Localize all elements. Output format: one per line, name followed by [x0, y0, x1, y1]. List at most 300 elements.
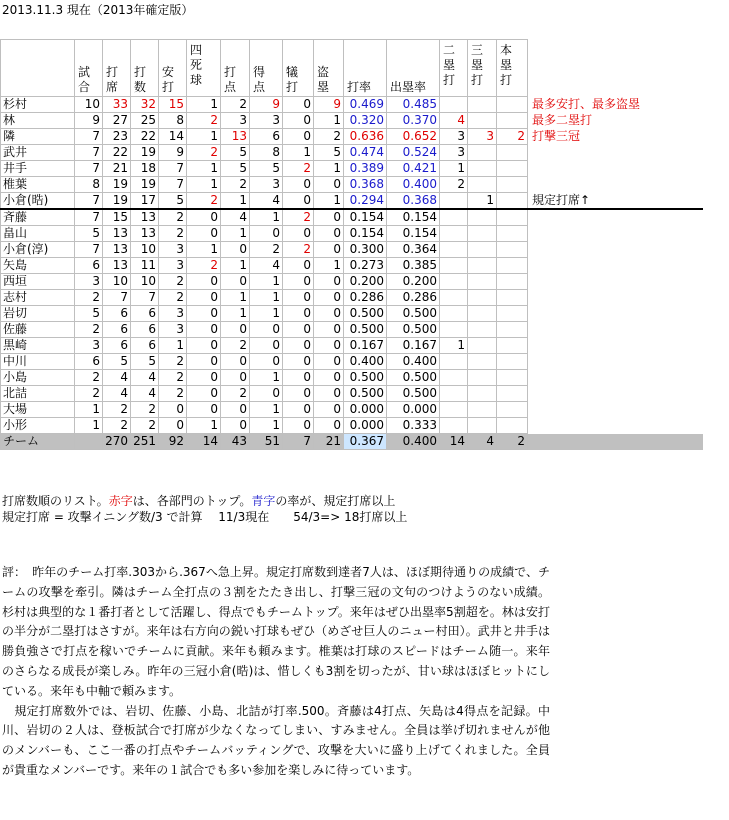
- stat-avg: 0.154: [344, 209, 387, 226]
- stat-d: [440, 97, 468, 113]
- stat-pa: 5: [103, 354, 131, 370]
- header-rbi: 打 点: [221, 40, 250, 97]
- player-row: [1, 113, 703, 129]
- stat-r: 4: [250, 258, 283, 274]
- stat-t: [468, 145, 497, 161]
- stat-t: [468, 306, 497, 322]
- stat-obp: 0.370: [387, 113, 440, 129]
- stat-g: 5: [75, 226, 103, 242]
- stat-h: 3: [159, 322, 187, 338]
- player-row: [1, 145, 703, 161]
- stat-ab: 13: [131, 209, 159, 226]
- stat-ab: 7: [131, 290, 159, 306]
- stat-sac: 0: [283, 129, 314, 145]
- table-notes: [2, 493, 407, 525]
- player-name: 中川: [1, 354, 75, 370]
- row-note: [528, 290, 703, 306]
- stat-ab: 25: [131, 113, 159, 129]
- stat-r: 0: [250, 354, 283, 370]
- stat-sac: 0: [283, 402, 314, 418]
- stat-h: 3: [159, 258, 187, 274]
- player-row: [1, 370, 703, 386]
- stat-avg: 0.474: [344, 145, 387, 161]
- stat-sac: 7: [283, 434, 314, 450]
- stat-r: 9: [250, 97, 283, 113]
- stat-hr: [497, 226, 528, 242]
- stat-ab: 19: [131, 145, 159, 161]
- stat-avg: 0.500: [344, 306, 387, 322]
- player-row: [1, 290, 703, 306]
- stat-pa: 19: [103, 193, 131, 210]
- stat-sac: 0: [283, 274, 314, 290]
- stat-d: [440, 386, 468, 402]
- stat-r: 1: [250, 274, 283, 290]
- stat-g: 2: [75, 386, 103, 402]
- player-name: 小倉(淳): [1, 242, 75, 258]
- stat-sac: 2: [283, 209, 314, 226]
- stat-bb: 0: [187, 226, 221, 242]
- stat-t: [468, 274, 497, 290]
- stat-avg: 0.000: [344, 402, 387, 418]
- stat-sb: 0: [314, 290, 344, 306]
- stat-sac: 0: [283, 306, 314, 322]
- notes-line-2: 規定打席 = 攻撃イニング数/3 で計算 11/3現在 54/3=> 18打席以上: [2, 510, 408, 524]
- stat-sb: 0: [314, 306, 344, 322]
- row-note: [528, 386, 703, 402]
- stat-rbi: 2: [221, 97, 250, 113]
- row-note: [528, 306, 703, 322]
- stat-pa: 23: [103, 129, 131, 145]
- row-note: [528, 354, 703, 370]
- stat-obp: 0.400: [387, 434, 440, 450]
- stat-pa: 15: [103, 209, 131, 226]
- stat-g: 6: [75, 258, 103, 274]
- player-name: 北詰: [1, 386, 75, 402]
- stat-pa: 13: [103, 242, 131, 258]
- stat-rbi: 5: [221, 145, 250, 161]
- row-note: [528, 145, 703, 161]
- stat-r: 1: [250, 370, 283, 386]
- stat-ab: 2: [131, 418, 159, 434]
- stat-sac: 0: [283, 354, 314, 370]
- player-name: 大場: [1, 402, 75, 418]
- player-row: [1, 306, 703, 322]
- stat-h: 14: [159, 129, 187, 145]
- season-comment: [2, 563, 550, 781]
- stat-sb: 1: [314, 258, 344, 274]
- stat-d: [440, 242, 468, 258]
- stat-h: 2: [159, 386, 187, 402]
- stat-h: 92: [159, 434, 187, 450]
- stat-ab: 18: [131, 161, 159, 177]
- stat-sac: 0: [283, 226, 314, 242]
- stat-avg: 0.389: [344, 161, 387, 177]
- stat-d: [440, 290, 468, 306]
- stat-g: 3: [75, 338, 103, 354]
- stat-pa: 6: [103, 322, 131, 338]
- player-row: [1, 402, 703, 418]
- stat-hr: [497, 306, 528, 322]
- stat-hr: [497, 386, 528, 402]
- row-note: [528, 161, 703, 177]
- stat-h: 1: [159, 338, 187, 354]
- player-row: [1, 386, 703, 402]
- stat-avg: 0.368: [344, 177, 387, 193]
- stat-avg: 0.636: [344, 129, 387, 145]
- stat-sac: 2: [283, 161, 314, 177]
- stat-pa: 7: [103, 290, 131, 306]
- player-row: [1, 242, 703, 258]
- stat-d: [440, 402, 468, 418]
- stat-h: 7: [159, 177, 187, 193]
- stat-d: [440, 418, 468, 434]
- stat-g: 2: [75, 322, 103, 338]
- stat-pa: 2: [103, 402, 131, 418]
- stat-g: 7: [75, 129, 103, 145]
- player-name: 佐藤: [1, 322, 75, 338]
- stat-hr: [497, 177, 528, 193]
- stat-bb: 2: [187, 113, 221, 129]
- stat-g: 5: [75, 306, 103, 322]
- stat-r: 5: [250, 161, 283, 177]
- row-note: [528, 209, 703, 226]
- stat-h: 0: [159, 418, 187, 434]
- stat-bb: 2: [187, 145, 221, 161]
- header-pa: 打 席: [103, 40, 131, 97]
- stat-bb: 0: [187, 274, 221, 290]
- stat-obp: 0.400: [387, 354, 440, 370]
- stat-d: 1: [440, 338, 468, 354]
- stat-ab: 2: [131, 402, 159, 418]
- header-d: 二 塁 打: [440, 40, 468, 97]
- stat-h: 7: [159, 161, 187, 177]
- stat-d: [440, 209, 468, 226]
- stat-h: 5: [159, 193, 187, 210]
- stat-bb: 0: [187, 370, 221, 386]
- stat-sb: 0: [314, 338, 344, 354]
- row-note: 最多安打、最多盗塁: [532, 97, 641, 111]
- stat-r: 3: [250, 177, 283, 193]
- stat-ab: 32: [131, 97, 159, 113]
- red-legend: 赤字: [108, 494, 133, 508]
- header-note-spacer: [528, 40, 703, 97]
- stat-obp: 0.167: [387, 338, 440, 354]
- stat-r: 0: [250, 226, 283, 242]
- stat-rbi: 2: [221, 386, 250, 402]
- stat-g: 2: [75, 370, 103, 386]
- stat-ab: 19: [131, 177, 159, 193]
- stat-r: 4: [250, 193, 283, 210]
- stat-g: 6: [75, 354, 103, 370]
- stat-obp: 0.400: [387, 177, 440, 193]
- stat-h: 9: [159, 145, 187, 161]
- stat-sb: 0: [314, 209, 344, 226]
- stat-avg: 0.500: [344, 386, 387, 402]
- stat-t: [468, 402, 497, 418]
- stat-r: 0: [250, 322, 283, 338]
- stat-obp: 0.286: [387, 290, 440, 306]
- stat-d: [440, 193, 468, 210]
- stat-g: 7: [75, 193, 103, 210]
- stat-d: 4: [440, 113, 468, 129]
- player-name: 黒崎: [1, 338, 75, 354]
- stat-hr: [497, 274, 528, 290]
- stat-g: 7: [75, 161, 103, 177]
- stat-t: [468, 209, 497, 226]
- stat-hr: [497, 145, 528, 161]
- player-row: [1, 274, 703, 290]
- stat-avg: 0.200: [344, 274, 387, 290]
- header-ab: 打 数: [131, 40, 159, 97]
- stat-bb: 1: [187, 418, 221, 434]
- stat-ab: 17: [131, 193, 159, 210]
- stat-bb: 0: [187, 290, 221, 306]
- stat-g: 10: [75, 97, 103, 113]
- stat-ab: 4: [131, 370, 159, 386]
- stat-h: 2: [159, 354, 187, 370]
- stat-sac: 0: [283, 97, 314, 113]
- stat-d: [440, 306, 468, 322]
- stat-sac: 0: [283, 338, 314, 354]
- stat-pa: 22: [103, 145, 131, 161]
- stat-rbi: 0: [221, 354, 250, 370]
- team-total-row: [1, 434, 703, 450]
- stat-bb: 2: [187, 258, 221, 274]
- stat-avg: 0.469: [344, 97, 387, 113]
- stat-hr: [497, 370, 528, 386]
- stat-r: 6: [250, 129, 283, 145]
- stat-t: [468, 386, 497, 402]
- stat-hr: [497, 193, 528, 210]
- stat-r: 1: [250, 209, 283, 226]
- stat-sac: 0: [283, 193, 314, 210]
- stat-sb: 21: [314, 434, 344, 450]
- stat-obp: 0.500: [387, 322, 440, 338]
- notes-line-1: 打席数順のリスト。赤字は、各部門のトップ。青字の率が、規定打席以上: [2, 494, 396, 508]
- stat-obp: 0.385: [387, 258, 440, 274]
- stat-obp: 0.500: [387, 370, 440, 386]
- stat-r: 0: [250, 338, 283, 354]
- stat-r: 1: [250, 418, 283, 434]
- player-row: [1, 258, 703, 274]
- stat-d: [440, 322, 468, 338]
- player-name: 井手: [1, 161, 75, 177]
- stat-obp: 0.368: [387, 193, 440, 210]
- stat-pa: 2: [103, 418, 131, 434]
- stat-obp: 0.200: [387, 274, 440, 290]
- player-name: 岩切: [1, 306, 75, 322]
- player-name: 畠山: [1, 226, 75, 242]
- stat-r: 1: [250, 402, 283, 418]
- stat-obp: 0.000: [387, 402, 440, 418]
- stat-hr: [497, 418, 528, 434]
- stat-h: 2: [159, 274, 187, 290]
- stat-t: [468, 370, 497, 386]
- stat-g: 1: [75, 418, 103, 434]
- header-name: [1, 40, 75, 97]
- stat-r: 8: [250, 145, 283, 161]
- player-name: 椎葉: [1, 177, 75, 193]
- stat-ab: 6: [131, 338, 159, 354]
- stat-sac: 2: [283, 242, 314, 258]
- page-title: 2013.11.3 現在（2013年確定版）: [2, 3, 194, 17]
- stat-rbi: 0: [221, 274, 250, 290]
- stat-rbi: 1: [221, 306, 250, 322]
- header-sac: 犠 打: [283, 40, 314, 97]
- stat-sac: 0: [283, 258, 314, 274]
- stat-h: 0: [159, 402, 187, 418]
- row-note: [528, 402, 703, 418]
- stat-pa: 13: [103, 226, 131, 242]
- stat-r: 51: [250, 434, 283, 450]
- stat-rbi: 4: [221, 209, 250, 226]
- player-row: [1, 193, 703, 210]
- row-note: 規定打席↑: [528, 193, 703, 210]
- stat-t: [468, 258, 497, 274]
- player-name: 武井: [1, 145, 75, 161]
- stat-pa: 13: [103, 258, 131, 274]
- stat-sb: 0: [314, 322, 344, 338]
- player-row: [1, 161, 703, 177]
- stat-avg: 0.400: [344, 354, 387, 370]
- stat-sac: 1: [283, 145, 314, 161]
- stat-avg: 0.500: [344, 322, 387, 338]
- player-name: 小形: [1, 418, 75, 434]
- stat-ab: 251: [131, 434, 159, 450]
- player-row: [1, 322, 703, 338]
- stat-hr: [497, 258, 528, 274]
- stat-t: [468, 338, 497, 354]
- stat-d: [440, 354, 468, 370]
- row-note: [528, 274, 703, 290]
- stat-bb: 0: [187, 402, 221, 418]
- stat-bb: 1: [187, 97, 221, 113]
- header-obp: 出塁率: [387, 40, 440, 97]
- stat-t: [468, 161, 497, 177]
- row-note: [528, 434, 703, 450]
- stat-sb: 1: [314, 161, 344, 177]
- stat-pa: 21: [103, 161, 131, 177]
- row-note: [528, 338, 703, 354]
- stat-hr: [497, 354, 528, 370]
- stat-sb: 0: [314, 370, 344, 386]
- stat-rbi: 5: [221, 161, 250, 177]
- blue-legend: 青字: [251, 494, 276, 508]
- stat-d: 2: [440, 177, 468, 193]
- stat-pa: 19: [103, 177, 131, 193]
- stat-d: 14: [440, 434, 468, 450]
- stat-bb: 1: [187, 129, 221, 145]
- stat-bb: 0: [187, 306, 221, 322]
- player-name: 小島: [1, 370, 75, 386]
- stat-sb: 0: [314, 386, 344, 402]
- stat-pa: 27: [103, 113, 131, 129]
- player-name: 林: [1, 113, 75, 129]
- stat-hr: [497, 113, 528, 129]
- stat-obp: 0.154: [387, 209, 440, 226]
- stat-pa: 6: [103, 338, 131, 354]
- stat-rbi: 0: [221, 402, 250, 418]
- player-name: 西垣: [1, 274, 75, 290]
- stat-hr: [497, 402, 528, 418]
- stat-hr: [497, 209, 528, 226]
- stat-sb: 1: [314, 113, 344, 129]
- player-name: 斉藤: [1, 209, 75, 226]
- player-name: 矢島: [1, 258, 75, 274]
- stat-obp: 0.333: [387, 418, 440, 434]
- stat-r: 0: [250, 386, 283, 402]
- stat-hr: 2: [497, 434, 528, 450]
- comment-paragraph-2: 規定打席数外では、岩切、佐藤、小島、北詰が打率.500。斉藤は4打点、矢島は4得点を記録。中川、岩切の２人は、登板試合で打席が少なくなってしまい、すみません。全員は挙げ切れませんが他のメンバーも、ここ一番の打点やチームバッティングで、攻撃を大いに盛り上げてくれました。全員が貴重なメンバーです。来年の１試合でも多い参加を楽しみに待っています。: [2, 703, 550, 777]
- stat-t: [468, 177, 497, 193]
- stat-ab: 11: [131, 258, 159, 274]
- stat-bb: 1: [187, 161, 221, 177]
- stat-d: 3: [440, 145, 468, 161]
- row-note: [528, 370, 703, 386]
- stat-sac: 0: [283, 290, 314, 306]
- stat-g: 8: [75, 177, 103, 193]
- stat-rbi: 1: [221, 258, 250, 274]
- stat-bb: 0: [187, 338, 221, 354]
- stat-obp: 0.524: [387, 145, 440, 161]
- stat-avg: 0.320: [344, 113, 387, 129]
- header-avg: 打率: [344, 40, 387, 97]
- stat-pa: 270: [103, 434, 131, 450]
- stat-obp: 0.500: [387, 386, 440, 402]
- stat-avg: 0.000: [344, 418, 387, 434]
- stat-rbi: 1: [221, 226, 250, 242]
- stat-obp: 0.364: [387, 242, 440, 258]
- stat-sb: 0: [314, 242, 344, 258]
- stat-g: 3: [75, 274, 103, 290]
- stat-g: [75, 434, 103, 450]
- row-note: 最多二塁打: [532, 113, 593, 127]
- stat-h: 3: [159, 306, 187, 322]
- row-note: [528, 322, 703, 338]
- stat-bb: 2: [187, 193, 221, 210]
- header-hits: 安 打: [159, 40, 187, 97]
- player-name: 隣: [1, 129, 75, 145]
- stat-avg: 0.500: [344, 370, 387, 386]
- stat-t: [468, 113, 497, 129]
- stat-rbi: 3: [221, 113, 250, 129]
- stat-sb: 0: [314, 274, 344, 290]
- stat-g: 7: [75, 242, 103, 258]
- stat-sb: 0: [314, 177, 344, 193]
- stat-t: [468, 418, 497, 434]
- row-note: [528, 177, 703, 193]
- stat-rbi: 43: [221, 434, 250, 450]
- stat-bb: 0: [187, 322, 221, 338]
- player-row: [1, 338, 703, 354]
- stat-t: 1: [468, 193, 497, 210]
- stat-rbi: 0: [221, 418, 250, 434]
- stat-ab: 10: [131, 242, 159, 258]
- stat-d: 3: [440, 129, 468, 145]
- stat-hr: [497, 161, 528, 177]
- stat-obp: 0.421: [387, 161, 440, 177]
- stat-hr: [497, 322, 528, 338]
- stat-r: 2: [250, 242, 283, 258]
- player-row: [1, 129, 703, 145]
- stat-avg: 0.273: [344, 258, 387, 274]
- stat-sb: 5: [314, 145, 344, 161]
- stat-r: 1: [250, 290, 283, 306]
- player-row: [1, 226, 703, 242]
- stat-ab: 22: [131, 129, 159, 145]
- stat-avg: 0.167: [344, 338, 387, 354]
- stat-sac: 0: [283, 177, 314, 193]
